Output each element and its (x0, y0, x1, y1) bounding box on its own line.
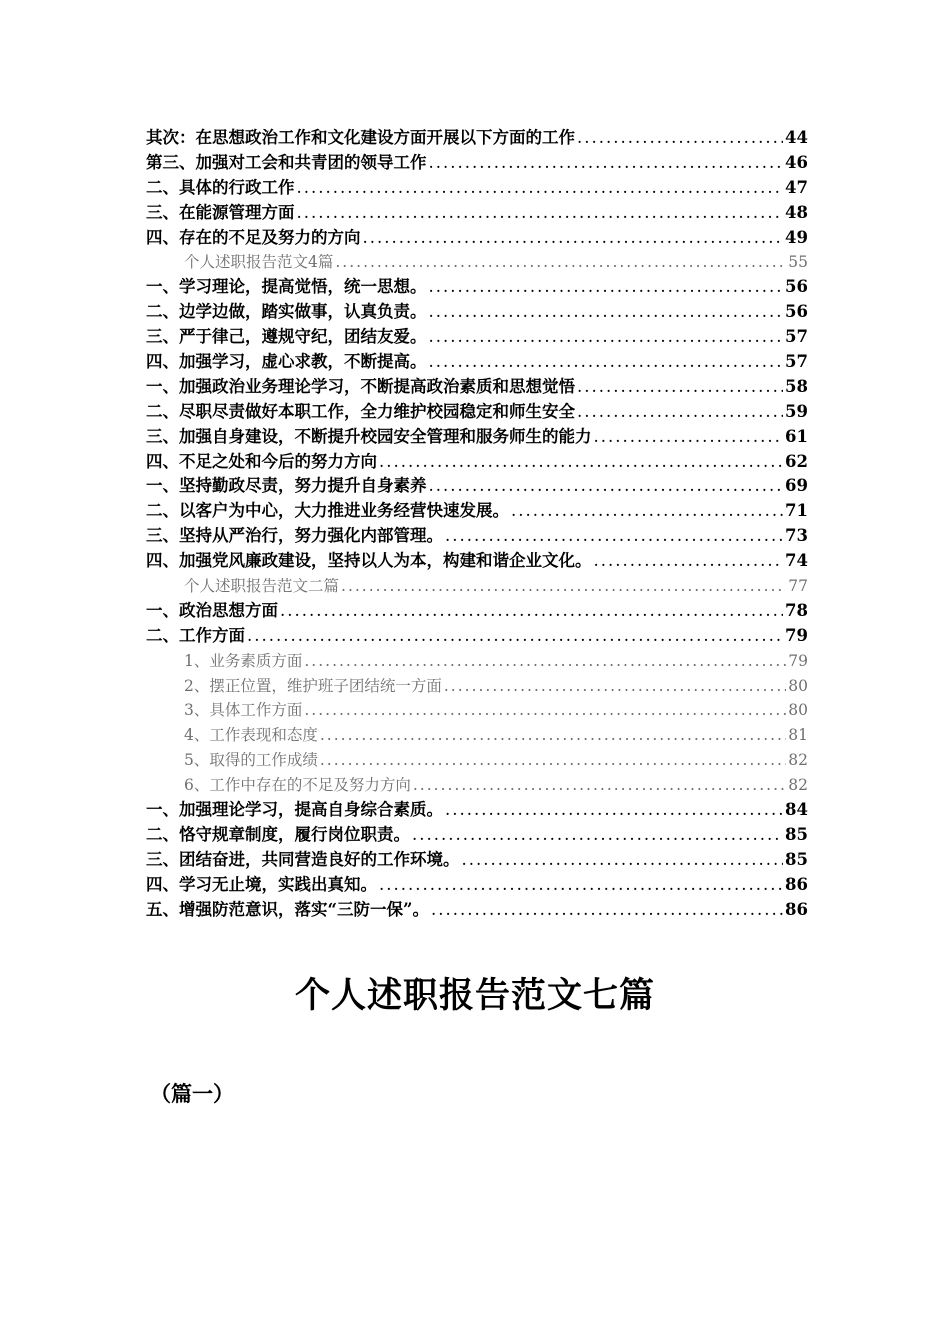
toc-entry[interactable] (146, 499, 808, 524)
toc-entry[interactable] (146, 674, 808, 699)
toc-entry-page-number: 56 (785, 302, 808, 322)
toc-entry-title: 一、加强政治业务理论学习，不断提高政治素质和思想觉悟 (146, 376, 575, 396)
toc-entry-page-number: 58 (785, 376, 808, 396)
toc-entry-page-number: 74 (785, 551, 808, 571)
toc-leader-dots (379, 450, 783, 475)
table-of-contents (146, 126, 808, 923)
toc-entry[interactable] (146, 698, 808, 723)
toc-entry-page-number: 71 (785, 501, 808, 521)
toc-entry[interactable] (146, 425, 808, 450)
toc-entry-page-number: 57 (785, 352, 808, 372)
toc-entry-page-number: 56 (785, 277, 808, 297)
toc-entry-page-number: 55 (788, 253, 808, 272)
toc-leader-dots (341, 574, 786, 599)
toc-entry[interactable] (146, 325, 808, 350)
toc-entry-title: 二、工作方面 (146, 625, 245, 645)
section-label: （篇一） (150, 1081, 234, 1106)
toc-leader-dots (247, 624, 783, 649)
toc-entry-page-number: 57 (785, 327, 808, 347)
toc-entry-page-number: 61 (785, 426, 808, 446)
toc-entry[interactable] (146, 350, 808, 375)
toc-leader-dots (320, 723, 786, 748)
toc-leader-dots (304, 698, 786, 723)
toc-entry-page-number: 69 (785, 476, 808, 496)
toc-entry-page-number: 85 (785, 849, 808, 869)
toc-leader-dots (412, 823, 783, 848)
toc-leader-dots (304, 649, 786, 674)
toc-entry-page-number: 46 (785, 152, 808, 172)
toc-entry-page-number: 44 (785, 128, 808, 147)
toc-leader-dots (297, 176, 784, 201)
toc-entry-title: 其次：在思想政治工作和文化建设方面开展以下方面的工作 (146, 128, 575, 147)
toc-entry-page-number: 86 (785, 874, 808, 894)
toc-entry-title: 二、恪守规章制度，履行岗位职责。 (146, 824, 410, 844)
toc-leader-dots (577, 126, 783, 151)
toc-entry[interactable] (146, 798, 808, 823)
toc-entry-page-number: 82 (788, 776, 808, 795)
toc-entry-title: 一、加强理论学习，提高自身综合素质。 (146, 800, 443, 820)
toc-entry-page-number: 62 (785, 451, 808, 471)
toc-entry-page-number: 82 (788, 751, 808, 770)
toc-entry[interactable] (146, 275, 808, 300)
toc-entry-title: 四、学习无止境，实践出真知。 (146, 874, 377, 894)
toc-entry[interactable] (146, 250, 808, 275)
toc-entry-title: 3、具体工作方面 (184, 701, 303, 720)
toc-entry-title: 二、尽职尽责做好本职工作，全力维护校园稳定和师生安全 (146, 401, 575, 421)
toc-entry-title: 一、学习理论，提高觉悟，统一思想。 (146, 277, 427, 297)
toc-entry-title: 二、以客户为中心，大力推进业务经营快速发展。 (146, 501, 509, 521)
toc-entry-page-number: 85 (785, 824, 808, 844)
toc-leader-dots (379, 873, 783, 898)
toc-entry-page-number: 81 (788, 726, 808, 745)
toc-entry[interactable] (146, 574, 808, 599)
document-title: 个人述职报告范文七篇 (294, 975, 655, 1016)
toc-entry[interactable] (146, 126, 808, 151)
toc-entry-title: 6、工作中存在的不足及努力方向 (184, 776, 411, 795)
toc-entry[interactable] (146, 151, 808, 176)
toc-leader-dots (511, 499, 783, 524)
toc-leader-dots (594, 425, 784, 450)
toc-entry-page-number: 79 (788, 651, 808, 670)
toc-entry-title: 三、在能源管理方面 (146, 202, 295, 222)
toc-entry[interactable] (146, 450, 808, 475)
toc-entry-title: 二、边学边做，踏实做事，认真负责。 (146, 302, 427, 322)
toc-entry-title: 一、政治思想方面 (146, 600, 278, 620)
toc-entry-title: 三、坚持从严治行，努力强化内部管理。 (146, 526, 443, 546)
toc-entry-title: 三、加强自身建设，不断提升校园安全管理和服务师生的能力 (146, 426, 592, 446)
toc-entry-page-number: 78 (785, 600, 808, 620)
toc-entry-title: 第三、加强对工会和共青团的领导工作 (146, 152, 427, 172)
toc-entry[interactable] (146, 599, 808, 624)
toc-leader-dots (445, 524, 783, 549)
toc-entry-page-number: 79 (785, 625, 808, 645)
toc-leader-dots (363, 226, 784, 251)
toc-leader-dots (429, 300, 784, 325)
toc-leader-dots (444, 674, 786, 699)
toc-leader-dots (594, 549, 784, 574)
toc-entry[interactable] (146, 176, 808, 201)
toc-leader-dots (429, 325, 784, 350)
toc-entry-title: 二、具体的行政工作 (146, 177, 295, 197)
toc-leader-dots (577, 375, 783, 400)
toc-entry-page-number: 49 (785, 227, 808, 247)
toc-entry[interactable] (146, 201, 808, 226)
toc-entry-page-number: 47 (785, 177, 808, 197)
toc-leader-dots (577, 400, 783, 425)
toc-entry[interactable] (146, 300, 808, 325)
toc-leader-dots (280, 599, 783, 624)
toc-entry-title: 四、加强学习，虚心求教，不断提高。 (146, 352, 427, 372)
toc-entry[interactable] (146, 524, 808, 549)
toc-entry-title: 一、坚持勤政尽责，努力提升自身素养 (146, 476, 427, 496)
toc-entry-title: 五、增强防范意识，落实“三防一保”。 (146, 899, 429, 919)
toc-entry-page-number: 77 (788, 577, 808, 596)
toc-entry-title: 三、团结奋进，共同营造良好的工作环境。 (146, 849, 460, 869)
toc-entry-title: 2、摆正位置，维护班子团结统一方面 (184, 676, 442, 695)
toc-entry-title: 5、取得的工作成绩 (184, 751, 318, 770)
toc-entry-title: 1、业务素质方面 (184, 651, 303, 670)
toc-entry-title: 4、工作表现和态度 (184, 726, 318, 745)
toc-leader-dots (462, 848, 784, 873)
toc-entry[interactable] (146, 898, 808, 923)
toc-entry-page-number: 86 (785, 899, 808, 919)
toc-entry[interactable] (146, 226, 808, 251)
toc-leader-dots (320, 748, 786, 773)
toc-entry-page-number: 80 (788, 701, 808, 720)
toc-entry-title: 个人述职报告范文4篇 (184, 253, 334, 272)
toc-entry-title: 个人述职报告范文二篇 (184, 577, 340, 596)
toc-leader-dots (335, 250, 786, 275)
toc-entry[interactable] (146, 649, 808, 674)
toc-entry[interactable] (146, 400, 808, 425)
toc-leader-dots (431, 898, 783, 923)
toc-entry[interactable] (146, 823, 808, 848)
toc-entry-title: 四、不足之处和今后的努力方向 (146, 451, 377, 471)
toc-entry-page-number: 80 (788, 676, 808, 695)
toc-entry-page-number: 84 (785, 800, 808, 820)
toc-entry[interactable] (146, 773, 808, 798)
toc-entry-page-number: 73 (785, 526, 808, 546)
toc-entry[interactable] (146, 474, 808, 499)
toc-entry[interactable] (146, 873, 808, 898)
toc-entry[interactable] (146, 723, 808, 748)
toc-entry[interactable] (146, 375, 808, 400)
toc-leader-dots (297, 201, 784, 226)
toc-entry-page-number: 48 (785, 202, 808, 222)
toc-entry[interactable] (146, 624, 808, 649)
toc-leader-dots (429, 474, 784, 499)
toc-entry-title: 四、存在的不足及努力的方向 (146, 227, 361, 247)
toc-leader-dots (413, 773, 786, 798)
toc-leader-dots (429, 350, 784, 375)
toc-entry[interactable] (146, 848, 808, 873)
toc-entry-page-number: 59 (785, 401, 808, 421)
toc-leader-dots (429, 275, 784, 300)
toc-entry-title: 三、严于律己，遵规守纪，团结友爱。 (146, 327, 427, 347)
toc-entry-title: 四、加强党风廉政建设，坚持以人为本，构建和谐企业文化。 (146, 551, 592, 571)
toc-entry[interactable] (146, 549, 808, 574)
toc-entry[interactable] (146, 748, 808, 773)
toc-leader-dots (429, 151, 784, 176)
toc-leader-dots (445, 798, 783, 823)
